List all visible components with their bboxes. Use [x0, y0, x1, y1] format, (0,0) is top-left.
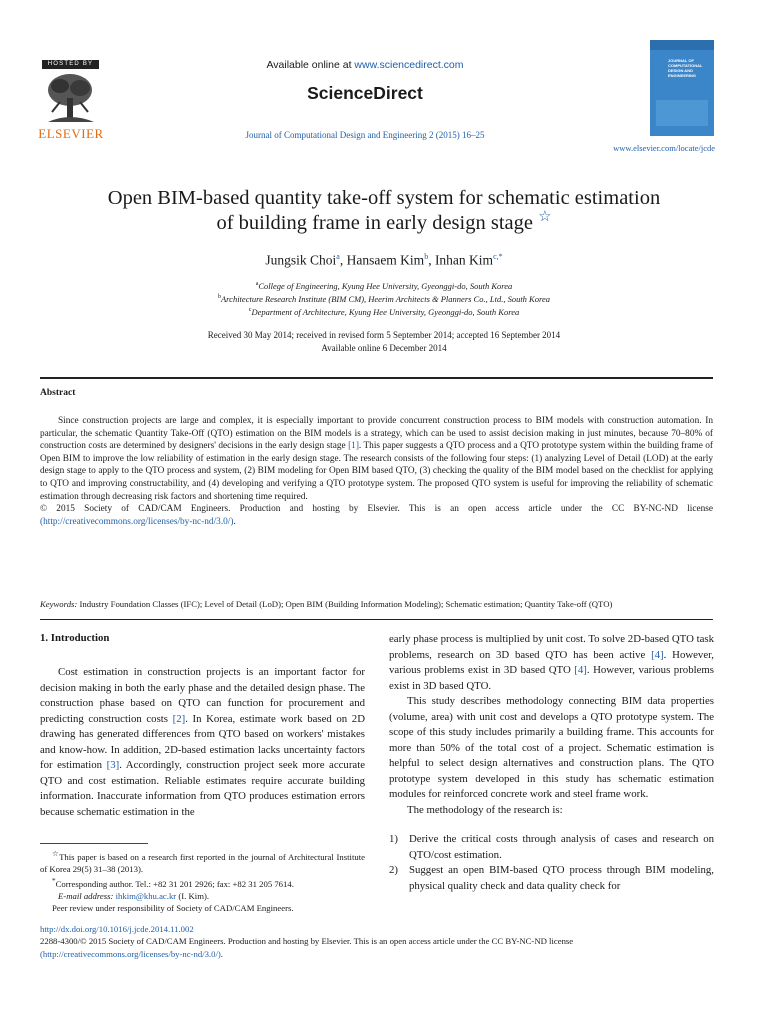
body-paragraph — [389, 632, 714, 694]
reference-link[interactable]: [4] — [574, 664, 587, 676]
footnote-divider — [40, 843, 148, 844]
author-name: Hansaem Kim — [346, 252, 425, 268]
abstract-paragraph — [40, 415, 713, 503]
footnote-text: Corresponding author. Tel.: +82 31 201 2926; fax: +82 31 205 7614. — [55, 878, 294, 889]
email-label: E-mail address: — [58, 890, 116, 901]
list-item — [389, 863, 714, 894]
abstract-text: . This paper suggests a QTO process and a QTO prototype system within the building frame of Open BIM to improve the low reliability of estimation in the early design stage. The research consists of the following four steps: (1) analyzing Level of Detail (LOD) at the early design stage to apply to the QTO process and system, (2) BIM modeling for Open BIM based QTO, (3) checking the quality of the BIM model based on the checklist for applying to QTO and improving constructability, and (4) developing and verifying a QTO prototype system. The proposed QTO system is useful for improving the reliability of schematic estimation through decreasing risk factors and shortening time required. — [40, 441, 714, 502]
list-number: 2) — [389, 864, 398, 876]
available-online-line — [200, 59, 530, 71]
body-paragraph: The methodology of the research is: — [407, 803, 563, 816]
list-item — [389, 832, 714, 863]
period: . — [233, 516, 236, 527]
elsevier-wordmark: ELSEVIER — [38, 126, 104, 141]
available-prefix: Available online at — [266, 59, 355, 71]
email-suffix: (I. Kim). — [176, 890, 210, 901]
footnote-text: This paper is based on a research first reported in the journal of Architectural Institute of Korea 29(5) 31–38 (2013). — [40, 851, 366, 874]
keywords-label: Keywords: — [40, 599, 78, 609]
title-footnote-star[interactable]: ☆ — [538, 209, 552, 225]
journal-citation[interactable]: Journal of Computational Design and Engineering 2 (2015) 16–25 — [245, 130, 485, 140]
journal-cover-image[interactable] — [650, 40, 714, 136]
issn-copyright: 2288-4300/© 2015 Society of CAD/CAM Engineers. Production and hosting by Elsevier. This is an open access article under the CC BY-NC-ND license — [40, 936, 574, 947]
doi-link[interactable]: http://dx.doi.org/10.1016/j.jcde.2014.11.002 — [40, 924, 194, 934]
author-name: Jungsik Choi — [265, 252, 337, 268]
body-text: early phase process is multiplied by unit cost. To solve 2D-based QTO task problems, research on 3D based QTO has been active — [389, 633, 714, 661]
sciencedirect-brand: ScienceDirect — [307, 83, 423, 103]
body-paragraph: This study describes methodology connecting BIM data properties (volume, area) with unit cost and develops a QTO prototype system. The scope of this study includes primarily a building frame. This accounts for more than 50% of the total cost of a project. Schematic estimation is helpful to select design alternatives and construction plans. The QTO prototype system developed in this study has schematic estimation modules for reinforced concrete work and steel frame work. — [389, 695, 714, 800]
hosted-by-banner: HOSTED BY — [42, 60, 99, 69]
body-text: . Accordingly, construction project seek more accurate QTO and cost estimation. Reliable estimates require accurate building information. Inaccurate information from QTO produces estimation errors because schematic estimation in the — [40, 759, 365, 818]
keywords-text: Industry Foundation Classes (IFC); Level of Detail (LoD); Open BIM (Building Information Modeling); Schematic estimation; Quantity Take-off (QTO) — [79, 599, 613, 609]
list-text: Derive the critical costs through analysis of cases and research on QTO/cost estimation. — [409, 833, 714, 861]
article-title — [60, 186, 708, 236]
abstract-copyright — [40, 503, 713, 528]
abstract-heading: Abstract — [40, 388, 76, 398]
author-affil-marker[interactable]: c,* — [493, 252, 503, 261]
affiliation-marker: a — [255, 281, 259, 288]
footnotes — [40, 848, 365, 914]
affiliation-text: College of Engineering, Kyung Hee University, Gyeonggi-do, South Korea — [258, 281, 513, 291]
left-column — [40, 665, 365, 820]
footnote-peer-review: Peer review under responsibility of Society of CAD/CAM Engineers. — [52, 902, 294, 913]
available-online-date: Available online 6 December 2014 — [321, 343, 447, 353]
keywords — [40, 599, 713, 609]
body-paragraph — [40, 665, 365, 820]
email-link[interactable]: ihkim@khu.ac.kr — [115, 890, 177, 901]
list-number: 1) — [389, 833, 398, 845]
elsevier-tree-logo — [42, 72, 99, 124]
body-text: . However, various problems exist in 3D based QTO — [389, 648, 714, 676]
affiliation-marker: c — [248, 307, 252, 314]
reference-link[interactable]: [1] — [348, 441, 359, 452]
divider — [40, 377, 713, 379]
author-name: Inhan Kim — [434, 252, 494, 268]
footnote — [40, 848, 365, 875]
abstract-body — [40, 415, 713, 528]
title-line-1: Open BIM-based quantity take-off system for schematic estimation — [107, 187, 661, 209]
footnote-star: ☆ — [52, 850, 60, 858]
reference-link[interactable]: [3] — [106, 759, 120, 771]
affiliation-text: Department of Architecture, Kyung Hee University, Gyeonggi-do, South Korea — [251, 307, 520, 317]
list-text: Suggest an open BIM-based QTO process through BIM modeling, physical quality check and data quality check for — [409, 864, 714, 892]
author-affil-marker[interactable]: a — [336, 252, 340, 261]
affiliation — [50, 294, 718, 304]
affiliation — [50, 281, 718, 291]
period: . — [220, 948, 223, 959]
footnote-email — [40, 890, 365, 902]
article-history — [80, 329, 688, 355]
author-list: Jungsik Choi$^a$, Hansaem Kim$^b$, Inhan Kim$^{c,*}$ — [265, 252, 503, 268]
page-footer — [40, 923, 713, 960]
affiliation-marker: b — [217, 294, 221, 301]
corresponding-mark: * — [52, 876, 56, 885]
right-column — [389, 632, 714, 894]
cover-title: JOURNAL OF COMPUTATIONAL DESIGN AND ENGINEERING — [668, 58, 703, 78]
body-text: Cost estimation in construction projects is an important factor for decision making in both the early phase and the detailed design phase. The construction phase based on QTO can function for procurement and predicting construction costs — [40, 666, 365, 725]
license-link[interactable]: (http://creativecommons.org/licenses/by-nc-nd/3.0/) — [40, 948, 221, 959]
reference-link[interactable]: [4] — [651, 648, 664, 661]
affiliation-text: Architecture Research Institute (BIM CM), Heerim Architects & Planners Co., Ltd., South Korea — [220, 294, 550, 304]
sciencedirect-link[interactable]: www.sciencedirect.com — [354, 59, 464, 71]
body-text: . However, various problems exist in 3D based QTO. — [389, 664, 714, 692]
license-link[interactable]: (http://creativecommons.org/licenses/by-nc-nd/3.0/) — [40, 516, 234, 527]
abstract-text: Since construction projects are large and complex, it is especially important to provide concurrent construction process to BIM models with construction automation. In particular, the schematic Quantity Take-Off (QTO) estimation on the BIM models is a strategy, which can be used to assist decision making in just minutes, because 70–80% of construction costs are determined by designers' decisions in the early design stage — [40, 416, 713, 452]
section-heading-introduction: 1. Introduction — [40, 632, 110, 644]
footnote — [40, 875, 365, 890]
body-text: . In Korea, estimate work based on 2D drawing has generated differences from QTO based on workers' mistakes and know-how. In addition, 2D-based estimation lacks uncertainty factors for estimation — [40, 712, 365, 771]
affiliation — [50, 307, 718, 317]
title-line-2: of building frame in early design stage — [216, 212, 533, 234]
journal-homepage-link[interactable]: www.elsevier.com/locate/jcde — [613, 143, 715, 153]
received-dates: Received 30 May 2014; received in revised form 5 September 2014; accepted 16 September 2014 — [207, 330, 561, 340]
reference-link[interactable]: [2] — [172, 712, 186, 725]
author-affil-marker[interactable]: b — [424, 252, 429, 261]
divider — [40, 619, 713, 620]
copyright-text: © 2015 Society of CAD/CAM Engineers. Production and hosting by Elsevier. This is an open access article under the CC BY-NC-ND license — [40, 504, 713, 515]
